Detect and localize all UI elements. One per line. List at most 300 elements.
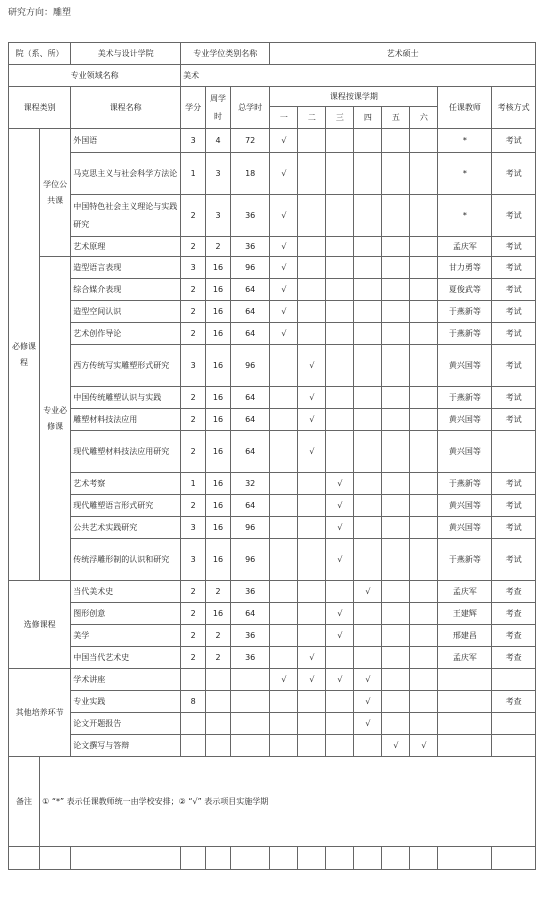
course-total-hours: 64 bbox=[230, 495, 269, 517]
course-exam: 考试 bbox=[492, 517, 536, 539]
course-teacher: 孟庆军 bbox=[438, 647, 492, 669]
semester-4-mark bbox=[354, 409, 382, 431]
col-category: 课程类别 bbox=[9, 87, 71, 129]
course-credit: 2 bbox=[181, 323, 206, 345]
table-row bbox=[9, 279, 536, 301]
course-weekly-hours: 16 bbox=[206, 517, 231, 539]
semester-6-mark bbox=[410, 669, 438, 691]
semester-6-mark bbox=[410, 279, 438, 301]
course-exam: 考查 bbox=[492, 581, 536, 603]
course-name: 美学 bbox=[71, 625, 181, 647]
table-row bbox=[9, 409, 536, 431]
semester-6-mark bbox=[410, 431, 438, 473]
semester-5-mark bbox=[382, 669, 410, 691]
course-exam bbox=[492, 431, 536, 473]
course-total-hours: 64 bbox=[230, 431, 269, 473]
semester-5-mark bbox=[382, 387, 410, 409]
course-teacher: 于燕新等 bbox=[438, 473, 492, 495]
semester-4-mark bbox=[354, 473, 382, 495]
semester-4-mark: √ bbox=[354, 713, 382, 735]
semester-2-mark bbox=[298, 237, 326, 257]
semester-4-mark bbox=[354, 495, 382, 517]
semester-2-mark bbox=[298, 539, 326, 581]
table-row bbox=[9, 195, 536, 237]
table-row bbox=[9, 387, 536, 409]
semester-4-mark bbox=[354, 195, 382, 237]
course-credit: 2 bbox=[181, 581, 206, 603]
course-total-hours: 18 bbox=[230, 153, 269, 195]
course-exam: 考试 bbox=[492, 195, 536, 237]
semester-4-mark bbox=[354, 735, 382, 757]
course-teacher: 王建辉 bbox=[438, 603, 492, 625]
semester-5-mark bbox=[382, 257, 410, 279]
course-weekly-hours: 16 bbox=[206, 323, 231, 345]
semester-2-mark bbox=[298, 713, 326, 735]
course-weekly-hours: 2 bbox=[206, 237, 231, 257]
course-credit: 2 bbox=[181, 301, 206, 323]
course-weekly-hours: 16 bbox=[206, 539, 231, 581]
semester-5-mark bbox=[382, 431, 410, 473]
semester-5-mark bbox=[382, 691, 410, 713]
semester-5-mark bbox=[382, 625, 410, 647]
semester-5-mark bbox=[382, 713, 410, 735]
semester-3-mark bbox=[326, 257, 354, 279]
course-credit bbox=[181, 735, 206, 757]
semester-3-mark bbox=[326, 237, 354, 257]
course-credit: 3 bbox=[181, 129, 206, 153]
semester-6-mark bbox=[410, 153, 438, 195]
semester-3-mark: √ bbox=[326, 625, 354, 647]
course-exam: 考试 bbox=[492, 153, 536, 195]
semester-3-mark: √ bbox=[326, 473, 354, 495]
semester-1-mark bbox=[270, 603, 298, 625]
semester-6-mark bbox=[410, 257, 438, 279]
course-name: 传统浮雕形制的认识和研究 bbox=[71, 539, 181, 581]
semester-1-mark: √ bbox=[270, 301, 298, 323]
semester-5-mark bbox=[382, 409, 410, 431]
course-total-hours: 36 bbox=[230, 625, 269, 647]
course-total-hours: 36 bbox=[230, 647, 269, 669]
semester-1-mark bbox=[270, 625, 298, 647]
course-weekly-hours: 16 bbox=[206, 603, 231, 625]
semester-6-mark bbox=[410, 539, 438, 581]
semester-6-mark bbox=[410, 625, 438, 647]
semester-5-mark bbox=[382, 301, 410, 323]
table-row bbox=[9, 129, 536, 153]
degree-value: 艺术硕士 bbox=[270, 43, 536, 65]
course-teacher: * bbox=[438, 153, 492, 195]
course-total-hours: 36 bbox=[230, 195, 269, 237]
table-row bbox=[9, 237, 536, 257]
semester-4-mark bbox=[354, 517, 382, 539]
semester-3-mark: √ bbox=[326, 539, 354, 581]
semester-6-mark bbox=[410, 647, 438, 669]
table-row bbox=[9, 517, 536, 539]
semester-3-mark bbox=[326, 647, 354, 669]
semester-4-mark bbox=[354, 387, 382, 409]
course-teacher: 黄兴国等 bbox=[438, 431, 492, 473]
course-name: 造型空间认识 bbox=[71, 301, 181, 323]
course-total-hours: 64 bbox=[230, 301, 269, 323]
course-credit: 3 bbox=[181, 517, 206, 539]
course-weekly-hours bbox=[206, 713, 231, 735]
course-name: 雕塑材料技法应用 bbox=[71, 409, 181, 431]
semester-4-mark bbox=[354, 257, 382, 279]
semester-2-mark bbox=[298, 691, 326, 713]
course-exam: 考试 bbox=[492, 257, 536, 279]
course-name: 中国当代艺术史 bbox=[71, 647, 181, 669]
course-credit: 3 bbox=[181, 257, 206, 279]
semester-2-mark: √ bbox=[298, 431, 326, 473]
course-exam: 考查 bbox=[492, 625, 536, 647]
semester-2-mark bbox=[298, 279, 326, 301]
semester-1-mark bbox=[270, 517, 298, 539]
semester-2-mark bbox=[298, 301, 326, 323]
course-credit: 2 bbox=[181, 431, 206, 473]
semester-2-mark: √ bbox=[298, 345, 326, 387]
semester-3-mark bbox=[326, 713, 354, 735]
course-total-hours: 64 bbox=[230, 279, 269, 301]
course-exam: 考查 bbox=[492, 647, 536, 669]
semester-2-mark: √ bbox=[298, 409, 326, 431]
course-exam: 考试 bbox=[492, 279, 536, 301]
course-total-hours: 64 bbox=[230, 409, 269, 431]
semester-3-mark: √ bbox=[326, 517, 354, 539]
course-weekly-hours bbox=[206, 669, 231, 691]
semester-5-mark bbox=[382, 647, 410, 669]
course-exam: 考试 bbox=[492, 237, 536, 257]
note-label: 备注 bbox=[9, 757, 40, 847]
course-total-hours: 96 bbox=[230, 257, 269, 279]
course-credit: 3 bbox=[181, 539, 206, 581]
semester-1-mark bbox=[270, 713, 298, 735]
course-total-hours bbox=[230, 691, 269, 713]
course-total-hours bbox=[230, 713, 269, 735]
course-exam: 考查 bbox=[492, 603, 536, 625]
semester-3-mark bbox=[326, 387, 354, 409]
course-total-hours: 36 bbox=[230, 581, 269, 603]
semester-4-mark bbox=[354, 301, 382, 323]
table-row bbox=[9, 735, 536, 757]
course-weekly-hours: 4 bbox=[206, 129, 231, 153]
semester-5-mark bbox=[382, 473, 410, 495]
course-exam: 考查 bbox=[492, 691, 536, 713]
course-total-hours: 36 bbox=[230, 237, 269, 257]
course-name: 当代美术史 bbox=[71, 581, 181, 603]
col-total: 总学时 bbox=[230, 87, 269, 129]
course-name: 艺术原理 bbox=[71, 237, 181, 257]
category-public: 学位公共课 bbox=[40, 129, 71, 257]
semester-6-mark bbox=[410, 129, 438, 153]
course-teacher: 黄兴国等 bbox=[438, 409, 492, 431]
semester-2-mark: √ bbox=[298, 647, 326, 669]
semester-4-mark bbox=[354, 323, 382, 345]
semester-1-mark: √ bbox=[270, 669, 298, 691]
semester-1-mark bbox=[270, 409, 298, 431]
semester-5-mark bbox=[382, 495, 410, 517]
table-row bbox=[9, 431, 536, 473]
course-teacher: * bbox=[438, 129, 492, 153]
course-teacher: 甘力勇等 bbox=[438, 257, 492, 279]
semester-1-mark bbox=[270, 539, 298, 581]
semester-2-mark bbox=[298, 495, 326, 517]
course-exam: 考试 bbox=[492, 129, 536, 153]
semester-4-mark: √ bbox=[354, 691, 382, 713]
table-row bbox=[9, 495, 536, 517]
table-row bbox=[9, 301, 536, 323]
col-exam: 考核方式 bbox=[492, 87, 536, 129]
course-weekly-hours bbox=[206, 735, 231, 757]
course-teacher: 黄兴国等 bbox=[438, 345, 492, 387]
course-weekly-hours: 2 bbox=[206, 647, 231, 669]
table-row bbox=[9, 625, 536, 647]
semester-2-mark bbox=[298, 257, 326, 279]
semester-1-mark bbox=[270, 691, 298, 713]
course-exam: 考试 bbox=[492, 539, 536, 581]
semester-6-mark bbox=[410, 237, 438, 257]
course-credit: 3 bbox=[181, 345, 206, 387]
semester-3-mark bbox=[326, 581, 354, 603]
semester-1-mark: √ bbox=[270, 129, 298, 153]
semester-3-mark bbox=[326, 323, 354, 345]
course-weekly-hours: 16 bbox=[206, 431, 231, 473]
course-weekly-hours: 16 bbox=[206, 409, 231, 431]
course-teacher: 黄兴国等 bbox=[438, 517, 492, 539]
col-credit: 学分 bbox=[181, 87, 206, 129]
semester-2-mark bbox=[298, 153, 326, 195]
semester-4-mark bbox=[354, 647, 382, 669]
course-total-hours: 64 bbox=[230, 387, 269, 409]
col-name: 课程名称 bbox=[71, 87, 181, 129]
course-exam: 考试 bbox=[492, 387, 536, 409]
course-name: 图形创意 bbox=[71, 603, 181, 625]
semester-6-mark bbox=[410, 301, 438, 323]
semester-3-mark: √ bbox=[326, 603, 354, 625]
semester-1-mark bbox=[270, 735, 298, 757]
semester-6-mark bbox=[410, 603, 438, 625]
category-other: 其他培养环节 bbox=[9, 669, 71, 757]
course-exam: 考试 bbox=[492, 301, 536, 323]
curriculum-table bbox=[8, 42, 536, 870]
course-exam bbox=[492, 669, 536, 691]
course-weekly-hours: 16 bbox=[206, 387, 231, 409]
semester-2-mark bbox=[298, 735, 326, 757]
semester-1-mark bbox=[270, 647, 298, 669]
semester-3-mark bbox=[326, 409, 354, 431]
course-total-hours: 64 bbox=[230, 323, 269, 345]
dept-value: 美术与设计学院 bbox=[71, 43, 181, 65]
semester-5-mark bbox=[382, 237, 410, 257]
course-exam: 考试 bbox=[492, 473, 536, 495]
note-text: ① “*” 表示任课教师统一由学校安排；② “√” 表示项目实施学期 bbox=[40, 757, 536, 847]
semester-1-mark bbox=[270, 495, 298, 517]
course-weekly-hours: 16 bbox=[206, 301, 231, 323]
table-row bbox=[9, 257, 536, 279]
course-teacher: 于燕新等 bbox=[438, 301, 492, 323]
course-credit: 2 bbox=[181, 625, 206, 647]
category-required: 必修课程 bbox=[9, 129, 40, 581]
semester-4-mark bbox=[354, 431, 382, 473]
semester-6-mark bbox=[410, 387, 438, 409]
semester-6-mark bbox=[410, 323, 438, 345]
course-name: 公共艺术实践研究 bbox=[71, 517, 181, 539]
semester-6-mark bbox=[410, 495, 438, 517]
col-sem5: 五 bbox=[382, 107, 410, 129]
course-weekly-hours: 16 bbox=[206, 345, 231, 387]
course-weekly-hours bbox=[206, 691, 231, 713]
col-weekly: 周学时 bbox=[206, 87, 231, 129]
col-sem1: 一 bbox=[270, 107, 298, 129]
course-total-hours: 64 bbox=[230, 603, 269, 625]
course-name: 艺术考察 bbox=[71, 473, 181, 495]
semester-5-mark bbox=[382, 517, 410, 539]
semester-3-mark bbox=[326, 153, 354, 195]
course-weekly-hours: 16 bbox=[206, 257, 231, 279]
field-label: 专业领域名称 bbox=[9, 65, 181, 87]
semester-6-mark bbox=[410, 713, 438, 735]
course-credit: 2 bbox=[181, 279, 206, 301]
course-weekly-hours: 2 bbox=[206, 625, 231, 647]
semester-2-mark: √ bbox=[298, 669, 326, 691]
semester-6-mark bbox=[410, 195, 438, 237]
course-teacher: * bbox=[438, 195, 492, 237]
semester-4-mark bbox=[354, 237, 382, 257]
semester-1-mark: √ bbox=[270, 153, 298, 195]
course-credit: 2 bbox=[181, 495, 206, 517]
course-total-hours: 96 bbox=[230, 517, 269, 539]
course-teacher: 夏俊武等 bbox=[438, 279, 492, 301]
semester-4-mark bbox=[354, 345, 382, 387]
course-credit bbox=[181, 669, 206, 691]
semester-1-mark bbox=[270, 581, 298, 603]
semester-1-mark: √ bbox=[270, 323, 298, 345]
course-credit: 1 bbox=[181, 153, 206, 195]
course-name: 造型语言表现 bbox=[71, 257, 181, 279]
semester-3-mark bbox=[326, 345, 354, 387]
course-weekly-hours: 2 bbox=[206, 581, 231, 603]
course-name: 外国语 bbox=[71, 129, 181, 153]
semester-5-mark bbox=[382, 153, 410, 195]
semester-5-mark bbox=[382, 581, 410, 603]
course-weekly-hours: 16 bbox=[206, 279, 231, 301]
course-credit: 1 bbox=[181, 473, 206, 495]
semester-1-mark bbox=[270, 345, 298, 387]
col-sem6: 六 bbox=[410, 107, 438, 129]
course-name: 综合媒介表现 bbox=[71, 279, 181, 301]
semester-2-mark bbox=[298, 625, 326, 647]
semester-6-mark bbox=[410, 473, 438, 495]
semester-2-mark bbox=[298, 473, 326, 495]
course-teacher bbox=[438, 669, 492, 691]
semester-3-mark bbox=[326, 279, 354, 301]
semester-2-mark bbox=[298, 195, 326, 237]
semester-5-mark: √ bbox=[382, 735, 410, 757]
col-sem3: 三 bbox=[326, 107, 354, 129]
course-credit bbox=[181, 713, 206, 735]
semester-2-mark bbox=[298, 517, 326, 539]
field-value: 美术 bbox=[181, 65, 536, 87]
semester-6-mark: √ bbox=[410, 735, 438, 757]
course-name: 专业实践 bbox=[71, 691, 181, 713]
dept-label: 院（系、所） bbox=[9, 43, 71, 65]
semester-4-mark bbox=[354, 603, 382, 625]
table-row bbox=[9, 323, 536, 345]
course-credit: 2 bbox=[181, 195, 206, 237]
course-teacher: 孟庆军 bbox=[438, 581, 492, 603]
course-name: 现代雕塑材料技法应用研究 bbox=[71, 431, 181, 473]
semester-4-mark bbox=[354, 539, 382, 581]
semester-2-mark bbox=[298, 129, 326, 153]
semester-1-mark bbox=[270, 473, 298, 495]
table-row bbox=[9, 539, 536, 581]
col-sem2: 二 bbox=[298, 107, 326, 129]
course-credit: 2 bbox=[181, 647, 206, 669]
semester-5-mark bbox=[382, 345, 410, 387]
course-name: 论文撰写与答辩 bbox=[71, 735, 181, 757]
course-total-hours: 96 bbox=[230, 345, 269, 387]
course-teacher: 孟庆军 bbox=[438, 237, 492, 257]
course-name: 论文开题报告 bbox=[71, 713, 181, 735]
course-name: 西方传统写实雕塑形式研究 bbox=[71, 345, 181, 387]
course-name: 现代雕塑语言形式研究 bbox=[71, 495, 181, 517]
col-teacher: 任课教师 bbox=[438, 87, 492, 129]
table-row bbox=[9, 713, 536, 735]
semester-4-mark bbox=[354, 153, 382, 195]
course-credit: 2 bbox=[181, 387, 206, 409]
course-teacher: 黄兴国等 bbox=[438, 495, 492, 517]
semester-1-mark: √ bbox=[270, 279, 298, 301]
course-weekly-hours: 16 bbox=[206, 495, 231, 517]
semester-3-mark bbox=[326, 301, 354, 323]
semester-4-mark bbox=[354, 129, 382, 153]
semester-1-mark: √ bbox=[270, 195, 298, 237]
course-name: 中国特色社会主义理论与实践研究 bbox=[71, 195, 181, 237]
course-name: 学术讲座 bbox=[71, 669, 181, 691]
semester-3-mark bbox=[326, 195, 354, 237]
course-exam: 考试 bbox=[492, 409, 536, 431]
course-total-hours bbox=[230, 735, 269, 757]
course-total-hours bbox=[230, 669, 269, 691]
course-exam bbox=[492, 735, 536, 757]
semester-6-mark bbox=[410, 581, 438, 603]
table-row bbox=[9, 345, 536, 387]
table-row bbox=[9, 669, 536, 691]
semester-1-mark: √ bbox=[270, 257, 298, 279]
course-credit: 8 bbox=[181, 691, 206, 713]
course-name: 马克思主义与社会科学方法论 bbox=[71, 153, 181, 195]
semester-3-mark: √ bbox=[326, 669, 354, 691]
semester-5-mark bbox=[382, 129, 410, 153]
course-total-hours: 32 bbox=[230, 473, 269, 495]
semester-6-mark bbox=[410, 409, 438, 431]
table-row bbox=[9, 647, 536, 669]
degree-label: 专业学位类别名称 bbox=[181, 43, 270, 65]
course-weekly-hours: 3 bbox=[206, 195, 231, 237]
course-weekly-hours: 3 bbox=[206, 153, 231, 195]
semester-6-mark bbox=[410, 345, 438, 387]
semester-5-mark bbox=[382, 279, 410, 301]
course-exam: 考试 bbox=[492, 345, 536, 387]
semester-2-mark: √ bbox=[298, 387, 326, 409]
semester-2-mark bbox=[298, 581, 326, 603]
category-major: 专业必修课 bbox=[40, 257, 71, 581]
course-teacher: 于燕新等 bbox=[438, 539, 492, 581]
course-exam: 考试 bbox=[492, 495, 536, 517]
table-row bbox=[9, 473, 536, 495]
col-sem4: 四 bbox=[354, 107, 382, 129]
course-teacher: 于燕新等 bbox=[438, 323, 492, 345]
semester-5-mark bbox=[382, 539, 410, 581]
